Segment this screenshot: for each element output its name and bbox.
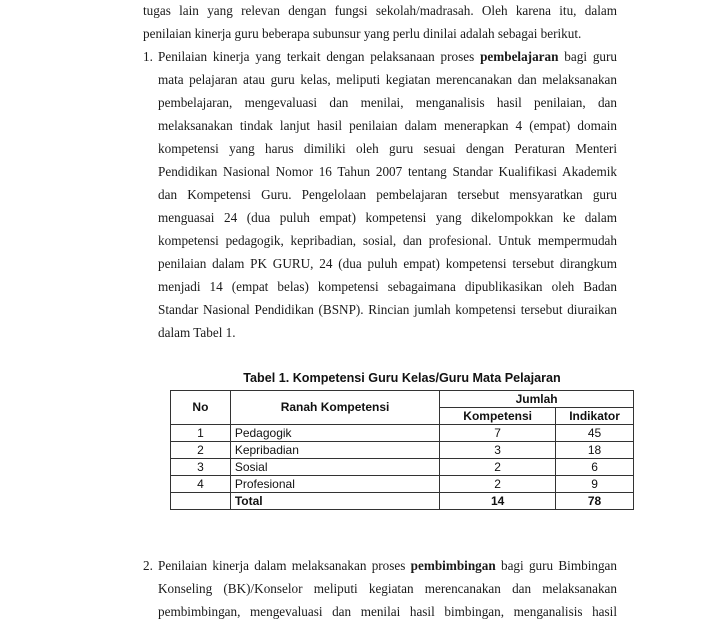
- item-1-line: Pendidikan Nasional Nomor 16 Tahun 2007 tentang Standar Kualifikasi Akademik: [158, 164, 617, 179]
- item-1-line: menguasai 24 (dua puluh empat) kompetensi yang dikelompokkan ke dalam: [158, 210, 617, 225]
- cell-kompetensi: 2: [440, 476, 556, 493]
- item-1-line: dalam Tabel 1.: [158, 325, 236, 340]
- item-2-text-after: bagi guru Bimbingan: [500, 558, 617, 573]
- item-1-text-after: bagi guru: [564, 49, 618, 64]
- cell-no: 4: [171, 476, 231, 493]
- cell-indikator: 45: [556, 425, 634, 442]
- cell-ranah: Kepribadian: [230, 442, 439, 459]
- item-1-line: Standar Nasional Pendidikan (BSNP). Rincian jumlah kompetensi tersebut diuraikan: [158, 302, 617, 317]
- item-2-line: Konseling (BK)/Konselor meliputi kegiatan merencanakan dan melaksanakan: [158, 581, 617, 596]
- item-2-bold-term: pembimbingan: [410, 558, 496, 573]
- item-2-first-line: [158, 558, 617, 574]
- table-total-row: [171, 493, 634, 510]
- item-1-line: kompetensi yang harus dimiliki oleh guru sesuai dengan Peraturan Menteri: [158, 141, 617, 156]
- item-1-line: kompetensi pedagogik, kepribadian, sosial, dan profesional. Untuk mempermudah: [158, 233, 617, 248]
- header-indikator: Indikator: [556, 408, 634, 425]
- intro-line: penilaian kinerja guru beberapa subunsur yang perlu dinilai adalah sebagai berikut.: [143, 26, 582, 41]
- item-1-text-before: Penilaian kinerja yang terkait dengan pelaksanaan proses: [158, 49, 475, 64]
- cell-total-label: Total: [230, 493, 439, 510]
- cell-ranah: Profesional: [230, 476, 439, 493]
- cell-no: 1: [171, 425, 231, 442]
- item-1-line: menjadi 14 (empat belas) kompetensi sebagaimana dipublikasikan oleh Badan: [158, 279, 617, 294]
- item-1-bold-term: pembelajaran: [480, 49, 559, 64]
- item-1-line: pembelajaran, mengevaluasi dan menilai, menganalisis hasil penilaian, dan: [158, 95, 617, 110]
- item-1-line: mata pelajaran atau guru kelas, meliputi kegiatan merencanakan dan melaksanakan: [158, 72, 617, 87]
- cell-no: 3: [171, 459, 231, 476]
- cell-no-empty: [171, 493, 231, 510]
- header-no: No: [171, 391, 231, 425]
- table-title: Tabel 1. Kompetensi Guru Kelas/Guru Mata Pelajaran: [243, 371, 561, 385]
- item-2-line: pembimbingan, mengevaluasi dan menilai hasil bimbingan, menganalisis hasil: [158, 604, 617, 619]
- item-1-line: penilaian dalam PK GURU, 24 (dua puluh empat) kompetensi tersebut dirangkum: [158, 256, 617, 271]
- cell-kompetensi: 2: [440, 459, 556, 476]
- item-1-number: 1.: [143, 49, 153, 64]
- cell-ranah: Pedagogik: [230, 425, 439, 442]
- cell-ranah: Sosial: [230, 459, 439, 476]
- table-row: [171, 442, 634, 459]
- header-ranah: Ranah Kompetensi: [230, 391, 439, 425]
- intro-line: tugas lain yang relevan dengan fungsi sekolah/madrasah. Oleh karena itu, dalam: [143, 3, 617, 18]
- table-row: [171, 476, 634, 493]
- item-2-number: 2.: [143, 558, 153, 573]
- item-1-line: dan Kompetensi Guru. Pengelolaan pembelajaran tersebut mensyaratkan guru: [158, 187, 617, 202]
- cell-total-kompetensi: 14: [440, 493, 556, 510]
- table-row: [171, 459, 634, 476]
- cell-total-indikator: 78: [556, 493, 634, 510]
- cell-indikator: 6: [556, 459, 634, 476]
- header-kompetensi: Kompetensi: [440, 408, 556, 425]
- cell-indikator: 9: [556, 476, 634, 493]
- competency-table: [170, 390, 634, 510]
- cell-kompetensi: 7: [440, 425, 556, 442]
- item-2-text-before: Penilaian kinerja dalam melaksanakan proses: [158, 558, 406, 573]
- table-row: [171, 425, 634, 442]
- cell-no: 2: [171, 442, 231, 459]
- item-1-first-line: [158, 49, 617, 65]
- item-1-line: melaksanakan tindak lanjut hasil penilaian dalam menerapkan 4 (empat) domain: [158, 118, 617, 133]
- cell-indikator: 18: [556, 442, 634, 459]
- cell-kompetensi: 3: [440, 442, 556, 459]
- header-jumlah: Jumlah: [440, 391, 634, 408]
